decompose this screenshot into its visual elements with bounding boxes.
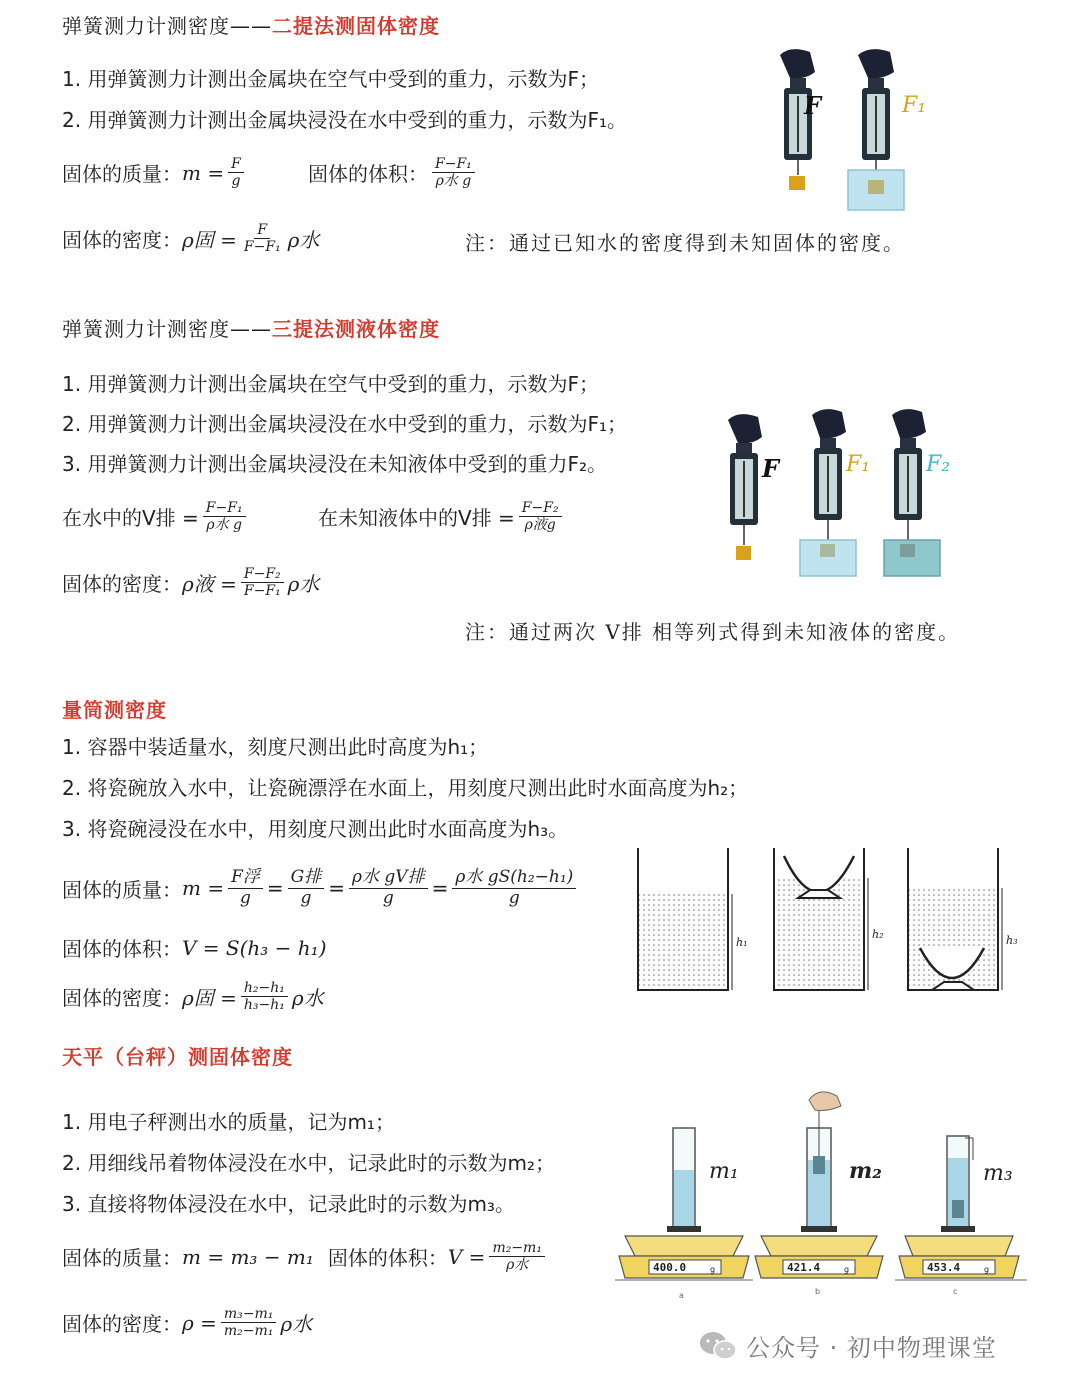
sec1-step1: 1. 用弹簧测力计测出金属块在空气中受到的重力，示数为F； bbox=[62, 67, 599, 91]
container-b-icon bbox=[774, 848, 868, 990]
sec3-fig-h2: h₂ bbox=[872, 928, 884, 941]
sec4-cap-c: c bbox=[953, 1287, 958, 1296]
spring-scale-water-icon bbox=[800, 409, 856, 576]
sec4-title: 天平（台秤）测固体密度 bbox=[62, 1045, 293, 1069]
container-c-icon bbox=[908, 848, 1002, 990]
sec1-mass-formula bbox=[62, 156, 248, 189]
sec4-cap-b: b bbox=[815, 1287, 821, 1296]
sec2-v-water-label: 在水中的V排 = bbox=[62, 506, 199, 531]
sec3-eq-1: = bbox=[266, 876, 284, 901]
sec1-title-red: 二提法测固体密度 bbox=[272, 14, 440, 38]
sec1-note: 注：通过已知水的密度得到未知固体的密度。 bbox=[465, 231, 905, 255]
sec2-title-prefix: 弹簧测力计测密度—— bbox=[62, 317, 272, 341]
sec1-fig-label-f: F bbox=[804, 91, 822, 120]
sec1-vol-formula bbox=[308, 156, 479, 189]
sec3-eq-3: = bbox=[431, 876, 449, 901]
sec4-scale1-reading: 400.0 bbox=[653, 1261, 687, 1274]
sec2-v-water-formula bbox=[62, 500, 250, 533]
sec3-mass-f2-den: g bbox=[300, 887, 312, 908]
sec3-mass-lhs: m = bbox=[182, 876, 225, 901]
sec1-step2: 2. 用弹簧测力计测出金属块浸没在水中受到的重力，示数为F₁。 bbox=[62, 108, 627, 132]
sec4-fig-m3: m₃ bbox=[983, 1161, 1013, 1186]
wechat-icon bbox=[698, 1330, 738, 1362]
sec1-spring-scale-figure bbox=[770, 40, 970, 215]
sec2-note: 注：通过两次 V排 相等列式得到未知液体的密度。 bbox=[465, 620, 961, 644]
spring-scale-liquid-icon bbox=[884, 409, 940, 576]
sec3-mass-f2-num: G排 bbox=[288, 868, 325, 889]
sec2-density-formula bbox=[62, 566, 319, 599]
sec3-vol-formula bbox=[62, 933, 327, 962]
sec3-density-tail: ρ水 bbox=[291, 986, 324, 1011]
sec2-density-den: F−F₁ bbox=[243, 583, 281, 600]
sec1-density-label: 固体的密度： bbox=[62, 228, 182, 253]
sec4-vol-label: 固体的体积： bbox=[327, 1246, 448, 1271]
sec2-density-label: 固体的密度： bbox=[62, 572, 182, 597]
spring-scale-air-icon bbox=[728, 414, 762, 560]
sec2-density-lhs: ρ液 = bbox=[182, 572, 237, 597]
sec4-fig-m2: m₂ bbox=[849, 1158, 882, 1184]
sec4-scale3-reading: 453.4 bbox=[927, 1261, 961, 1274]
sec3-density-formula bbox=[62, 980, 324, 1013]
sec2-v-water-num: F−F₁ bbox=[203, 500, 246, 517]
spring-scale-b-icon bbox=[848, 49, 904, 210]
sec4-vol-lhs: V = bbox=[447, 1244, 486, 1269]
scale-b-icon bbox=[755, 1092, 883, 1278]
sec3-mass-f4-num: ρ水 gS(h₂−h₁) bbox=[452, 868, 576, 889]
sec4-density-tail: ρ水 bbox=[280, 1312, 313, 1337]
sec2-v-liquid-num: F−F₂ bbox=[519, 500, 562, 517]
sec2-spring-scale-figure bbox=[720, 405, 960, 585]
sec1-mass-num: F bbox=[228, 156, 244, 173]
sec1-density-num: F bbox=[254, 222, 270, 239]
footer-text: 公众号 · 初中物理课堂 bbox=[746, 1334, 997, 1362]
sec3-step3: 3. 将瓷碗浸没在水中，用刻度尺测出此时水面高度为h₃。 bbox=[62, 817, 569, 841]
sec4-cap-a: a bbox=[679, 1291, 684, 1300]
sec4-density-label: 固体的密度： bbox=[62, 1312, 182, 1337]
sec4-density-formula bbox=[62, 1306, 312, 1339]
sec3-density-num: h₂−h₁ bbox=[241, 980, 288, 997]
sec4-scale1-unit: g bbox=[710, 1265, 716, 1274]
sec4-fig-m1: m₁ bbox=[709, 1159, 739, 1184]
sec1-density-lhs: ρ固 = bbox=[182, 228, 237, 253]
footer-watermark bbox=[698, 1328, 997, 1363]
sec2-v-water-den: ρ水 g bbox=[206, 517, 243, 534]
sec1-mass-label: 固体的质量： bbox=[62, 162, 182, 187]
sec2-v-liquid-label: 在未知液体中的V排 = bbox=[318, 506, 515, 531]
sec1-vol-den: ρ水 g bbox=[435, 173, 472, 190]
sec2-fig-label-f1: F₁ bbox=[846, 452, 871, 477]
sec1-density-den: F−F₁ bbox=[243, 239, 281, 256]
sec4-density-num: m₃−m₁ bbox=[221, 1306, 277, 1323]
sec4-step2: 2. 用细线吊着物体浸没在水中，记录此时的示数为m₂； bbox=[62, 1151, 555, 1175]
sec3-fig-h1: h₁ bbox=[736, 936, 748, 949]
sec3-vol-label: 固体的体积： bbox=[62, 937, 182, 961]
sec1-density-formula bbox=[62, 222, 319, 255]
sec2-v-liquid-den: ρ液g bbox=[524, 517, 556, 534]
scale-a-icon bbox=[615, 1128, 753, 1280]
sec4-scale-figure bbox=[615, 1088, 1035, 1303]
sec2-density-tail: ρ水 bbox=[287, 572, 320, 597]
sec4-mass-expr: m = m₃ − m₁ bbox=[182, 1244, 314, 1269]
sec3-mass-f3-num: ρ水 gV排 bbox=[349, 868, 428, 889]
sec3-eq-2: = bbox=[328, 876, 346, 901]
sec4-mass-label: 固体的质量： bbox=[62, 1246, 182, 1271]
sec4-step3: 3. 直接将物体浸没在水中，记录此时的示数为m₃。 bbox=[62, 1192, 515, 1216]
sec4-mass-vol-formula bbox=[62, 1240, 549, 1273]
sec4-vol-num: m₂−m₁ bbox=[489, 1240, 545, 1257]
sec1-mass-lhs: m = bbox=[182, 160, 225, 185]
sec4-scale2-unit: g bbox=[844, 1265, 850, 1274]
sec2-title bbox=[62, 313, 440, 342]
sec2-density-num: F−F₂ bbox=[241, 566, 284, 583]
sec4-vol-den: ρ水 bbox=[506, 1257, 529, 1274]
sec1-fig-label-f1: F₁ bbox=[902, 93, 927, 118]
sec4-scale3-unit: g bbox=[984, 1265, 990, 1274]
sec3-mass-f1-num: F浮 bbox=[228, 868, 263, 889]
sec3-density-label: 固体的密度： bbox=[62, 986, 182, 1011]
sec1-mass-den: g bbox=[231, 173, 241, 190]
sec2-step3: 3. 用弹簧测力计测出金属块浸没在未知液体中受到的重力F₂。 bbox=[62, 452, 607, 476]
sec4-density-lhs: ρ = bbox=[182, 1310, 217, 1335]
sec3-step2: 2. 将瓷碗放入水中，让瓷碗漂浮在水面上，用刻度尺测出此时水面高度为h₂； bbox=[62, 776, 749, 800]
sec3-density-den: h₃−h₁ bbox=[243, 997, 285, 1014]
sec1-density-tail: ρ水 bbox=[287, 228, 320, 253]
sec2-fig-label-f2: F₂ bbox=[926, 452, 951, 477]
sec3-mass-formula bbox=[62, 868, 580, 908]
sec2-title-red: 三提法测液体密度 bbox=[272, 317, 440, 341]
sec3-container-figure bbox=[632, 848, 1032, 998]
sec4-step1: 1. 用电子秤测出水的质量，记为m₁； bbox=[62, 1110, 395, 1134]
sec3-step1: 1. 容器中装适量水，刻度尺测出此时高度为h₁； bbox=[62, 735, 489, 759]
sec2-fig-label-f: F bbox=[762, 454, 780, 483]
sec3-mass-f3-den: g bbox=[382, 887, 394, 908]
container-a-icon bbox=[638, 848, 732, 990]
sec1-title bbox=[62, 10, 440, 39]
scale-c-icon bbox=[895, 1136, 1027, 1280]
sec2-v-liquid-formula bbox=[318, 500, 566, 533]
sec2-step1: 1. 用弹簧测力计测出金属块在空气中受到的重力，示数为F； bbox=[62, 372, 599, 396]
sec1-title-prefix: 弹簧测力计测密度—— bbox=[62, 14, 272, 38]
sec3-mass-label: 固体的质量： bbox=[62, 877, 182, 902]
sec3-mass-f4-den: g bbox=[508, 887, 520, 908]
sec3-vol-expr: V = S(h₃ − h₁) bbox=[182, 935, 327, 960]
sec2-step2: 2. 用弹簧测力计测出金属块浸没在水中受到的重力，示数为F₁； bbox=[62, 412, 627, 436]
sec3-title: 量筒测密度 bbox=[62, 698, 167, 722]
sec4-scale2-reading: 421.4 bbox=[787, 1261, 821, 1274]
sec3-density-lhs: ρ固 = bbox=[182, 986, 237, 1011]
sec3-fig-h3: h₃ bbox=[1006, 934, 1018, 947]
sec1-vol-label: 固体的体积： bbox=[308, 162, 428, 187]
sec4-density-den: m₂−m₁ bbox=[223, 1323, 274, 1340]
sec1-vol-num: F−F₁ bbox=[432, 156, 475, 173]
sec3-mass-f1-den: g bbox=[240, 887, 251, 908]
